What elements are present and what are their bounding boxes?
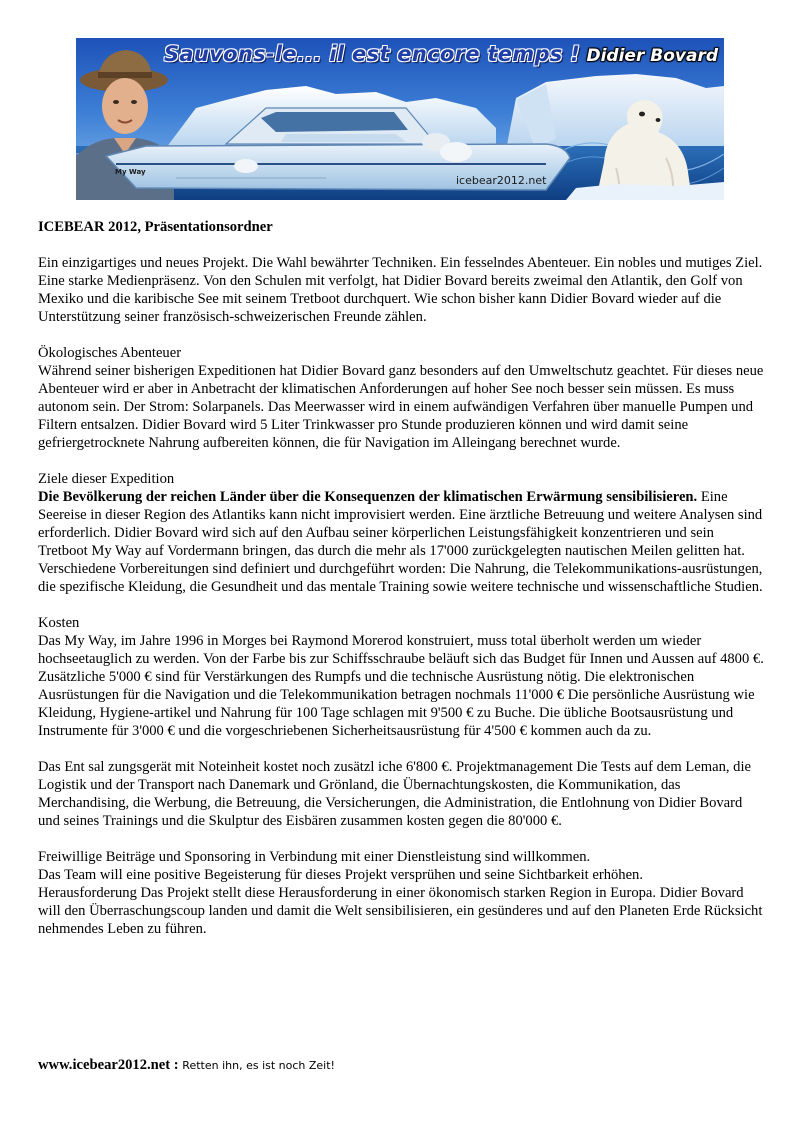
banner-author-name: Didier Bovard [586,46,718,66]
goals-heading: Ziele dieser Expedition [38,471,175,487]
footer-website-link[interactable]: www.icebear2012.net : [38,1057,179,1073]
document-title: ICEBEAR 2012, Präsentationsordner [38,219,273,235]
banner-title: Sauvons-le... il est encore temps ! [164,42,581,66]
footer [38,1056,764,1075]
footer-tagline: Retten ihn, es ist noch Zeit! [182,1059,335,1072]
closing-line-2: Das Team will eine positive Begeisterung für dieses Projekt versprühen und seine Sichtbarkeit erhöhen. [38,867,644,883]
closing-line-3: Herausforderung Das Projekt stellt diese Herausforderung in einer ökonomisch starken Region in Europa. Didier Bovard will den Überraschungscoup landen und damit die Welt sensibilisieren, ein gesünderes und auf den Planeten Erde Rücksicht nehmendes Leben zu führen. [38,885,763,937]
eco-paragraph: Während seiner bisherigen Expeditionen hat Didier Bovard ganz besonders auf den Umweltschutz geachtet. Für dieses neue Abenteuer wird er aber in Anbetracht der klimatischen Anforderungen auf hoher See noch besser sein müssen. Es muss autonom sein. Der Strom: Solarpanels. Das Meerwasser wird in einem aufwändigen Verfahren über manuelle Pumpen und Filtern entsalzen. Didier Bovard wird 5 Liter Trinkwasser pro Stunde produzieren können und wird damit seine gefriergetrocknete Nahrung aufbereiten können, die für Navigation im Alleingang berechnet wurde. [38,363,764,451]
eco-heading: Ökologisches Abenteuer [38,345,182,361]
hull-website-label: icebear2012.net [456,174,547,187]
hull-boat-name: My Way [115,168,146,176]
intro-paragraph: Ein einzigartiges und neues Projekt. Die Wahl bewährter Techniken. Ein fesselndes Abenteuer. Ein nobles und mutiges Ziel. Eine starke Medienpräsenz. Von den Schulen mit verfolgt, hat Didier Bovard bereits zweimal den Atlantik, den Golf von Mexiko und die karibische See mit seinem Tretboot durchquert. Wie schon bisher kann Didier Bovard wieder auf die Unterstützung seiner französisch-schweizerischen Freunde zählen. [38,255,763,325]
costs-heading: Kosten [38,615,80,631]
goals-bold-lead: Die Bevölkerung der reichen Länder über die Konsequenzen der klimatischen Erwärmung sensibilisieren. [38,489,698,505]
header-banner [76,38,724,200]
costs-paragraph-2: Das Ent sal zungsgerät mit Noteinheit kostet noch zusätzl iche 6'800 €. Projektmanagement Die Tests auf dem Leman, die Logistik und der Transport nach Danemark und Grönland, die Übernachtungskosten, die Kommunikation, das Merchandising, die Werbung, die Betreuung, die Versicherungen, die Administration, die Entlohnung von Didier Bovard und seines Trainings und die Skulptur des Eisbären zusammen kosten gegen die 80'000 €. [38,759,751,829]
document-body [38,218,764,938]
goals-text: Eine Seereise in dieser Region des Atlantiks kann nicht improvisiert werden. Eine ärztliche Betreuung und weitere Analysen sind erforderlich. Didier Bovard wird sich auf den Aufbau seiner körperlichen Leistungsfähigkeit konzentrieren und sein Tretboot My Way auf Vordermann bringen, das durch die mehr als 17'000 zurückgelegten nautischen Meilen gelitten hat. Verschiedene Vorbereitungen sind definiert und durchgeführt worden: Die Nahrung, die Telekommunikations-ausrüstungen, die spezifische Kleidung, die Gesundheit und das mentale Training sowie weitere technische und wissenschaftliche Studien. [38,489,763,595]
goals-paragraph [38,488,764,596]
costs-paragraph: Das My Way, im Jahre 1996 in Morges bei Raymond Morerod konstruiert, muss total überholt werden um wieder hochseetauglich zu werden. Von der Farbe bis zur Schiffsschraube beläuft sich das Budget für Innen und Aussen auf 4800 €. Zusätzliche 5'000 € sind für Verstärkungen des Rumpfs und die technische Ausrüstung nötig. Die elektronischen Ausrüstungen für die Navigation und die Telekommunikation betragen nochmals 11'000 € Die persönliche Ausrüstung wie Kleidung, Hygiene-artikel und Nahrung für 100 Tage schlagen mit 9'500 € zu Buche. Die übliche Bootsausrüstung und Instrumente für 3'000 € und die vorgeschriebenen Sicherheitsausrüstung für 4'500 € kommen auch da zu. [38,633,764,739]
closing-line-1: Freiwillige Beiträge und Sponsoring in Verbindung mit einer Dienstleistung sind willkommen. [38,849,591,865]
